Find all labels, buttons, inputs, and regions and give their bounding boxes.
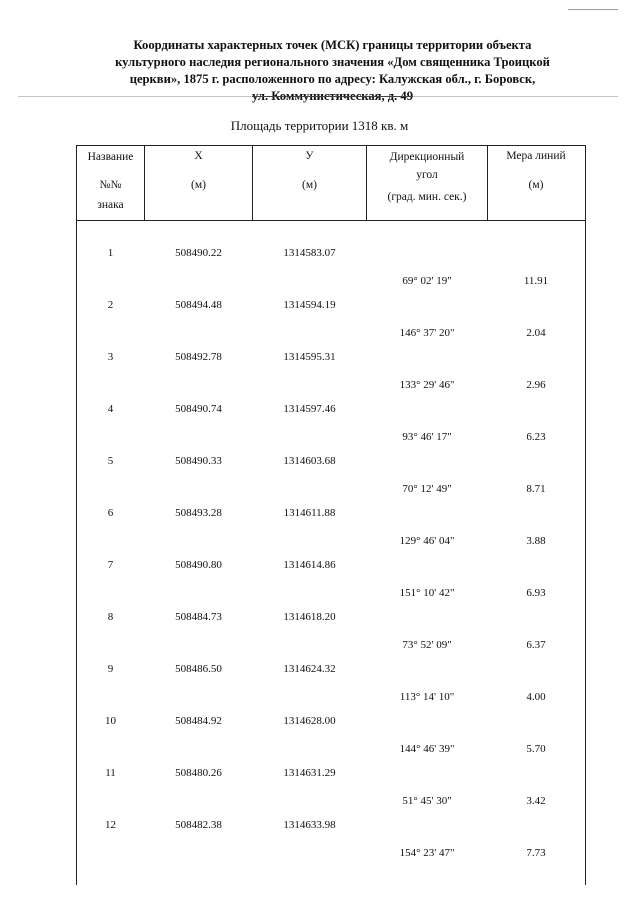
header-text: Дирекционный: [389, 151, 465, 163]
segment-length: 6.93: [526, 587, 546, 599]
header-bottom-border: [76, 220, 586, 221]
point-x: 508484.73: [175, 611, 222, 623]
point-x: 508490.80: [175, 559, 222, 571]
point-y: 1314628.00: [283, 715, 336, 727]
segment-length: 3.88: [526, 535, 546, 547]
header-length: [488, 149, 584, 192]
header-text: Мера линий: [506, 150, 566, 162]
header-text: Название: [87, 151, 134, 163]
point-y: 1314631.29: [283, 767, 336, 779]
segment-angle: 154° 23' 47": [399, 847, 455, 859]
point-y: 1314624.32: [283, 663, 336, 675]
title-line: Координаты характерных точек (МСК) границы территории объекта: [133, 38, 532, 52]
segment-length: 6.23: [526, 431, 546, 443]
header-text: X: [194, 150, 203, 162]
header-text: У: [305, 150, 314, 162]
segment-angle: 144° 46' 39": [399, 743, 455, 755]
point-y: 1314611.88: [283, 507, 336, 519]
point-x: 508490.74: [175, 403, 222, 415]
point-number: 12: [105, 819, 116, 831]
point-number: 3: [107, 351, 114, 363]
segment-angle: 51° 45' 30": [402, 795, 452, 807]
point-y: 1314618.20: [283, 611, 336, 623]
segment-angle: 69° 02' 19": [402, 275, 452, 287]
point-number: 6: [107, 507, 114, 519]
point-y: 1314583.07: [283, 247, 336, 259]
title-line: культурного наследия регионального значения «Дом священника Троицкой: [115, 55, 550, 69]
point-y: 1314614.86: [283, 559, 336, 571]
point-number: 1: [107, 247, 114, 259]
area-caption: Площадь территории 1318 кв. м: [230, 118, 409, 133]
segment-angle: 151° 10' 42": [399, 587, 455, 599]
segment-angle: 146° 37' 20": [399, 327, 455, 339]
segment-angle: 129° 46' 04": [399, 535, 455, 547]
segment-length: 5.70: [526, 743, 546, 755]
point-number: 2: [107, 299, 114, 311]
point-y: 1314594.19: [283, 299, 336, 311]
point-x: 508484.92: [175, 715, 222, 727]
header-text: (град. мин. сек.): [387, 191, 467, 203]
point-x: 508482.38: [175, 819, 222, 831]
title-line: ул. Коммунистическая, д. 49: [251, 89, 414, 103]
segment-length: 8.71: [526, 483, 546, 495]
segment-length: 7.73: [526, 847, 546, 859]
segment-angle: 93° 46' 17": [402, 431, 452, 443]
segment-angle: 113° 14' 10": [399, 691, 455, 703]
point-y: 1314603.68: [283, 455, 336, 467]
point-number: 4: [107, 403, 114, 415]
header-text: (м): [302, 179, 317, 191]
segment-length: 6.37: [526, 639, 546, 651]
scan-artifact-line: [568, 9, 618, 10]
segment-length: 3.42: [526, 795, 546, 807]
point-y: 1314597.46: [283, 403, 336, 415]
segment-angle: 133° 29' 46": [399, 379, 455, 391]
header-text: №№: [99, 179, 122, 191]
point-x: 508490.22: [175, 247, 222, 259]
point-number: 9: [107, 663, 114, 675]
header-name: [77, 149, 144, 213]
header-text: (м): [191, 179, 206, 191]
point-x: 508493.28: [175, 507, 222, 519]
point-number: 5: [107, 455, 114, 467]
table-top-border: [76, 145, 586, 146]
segment-length: 4.00: [526, 691, 546, 703]
point-x: 508490.33: [175, 455, 222, 467]
header-y: [253, 149, 366, 192]
point-x: 508486.50: [175, 663, 222, 675]
point-x: 508480.26: [175, 767, 222, 779]
segment-length: 2.96: [526, 379, 546, 391]
header-angle: [367, 149, 487, 205]
segment-length: 2.04: [526, 327, 546, 339]
segment-angle: 73° 52' 09": [402, 639, 452, 651]
point-y: 1314595.31: [283, 351, 336, 363]
segment-angle: 70° 12' 49": [402, 483, 452, 495]
header-text: знака: [97, 199, 124, 211]
header-x: [145, 149, 252, 192]
point-number: 10: [105, 715, 116, 727]
point-x: 508492.78: [175, 351, 222, 363]
header-text: угол: [416, 169, 438, 181]
title-line: церкви», 1875 г. расположенного по адресу: Калужская обл., г. Боровск,: [129, 72, 536, 86]
point-number: 8: [107, 611, 114, 623]
point-y: 1314633.98: [283, 819, 336, 831]
point-x: 508494.48: [175, 299, 222, 311]
header-text: (м): [528, 179, 544, 191]
segment-length: 11.91: [523, 275, 549, 287]
point-number: 7: [107, 559, 114, 571]
document-title: [70, 37, 595, 105]
point-number: 11: [105, 767, 116, 779]
